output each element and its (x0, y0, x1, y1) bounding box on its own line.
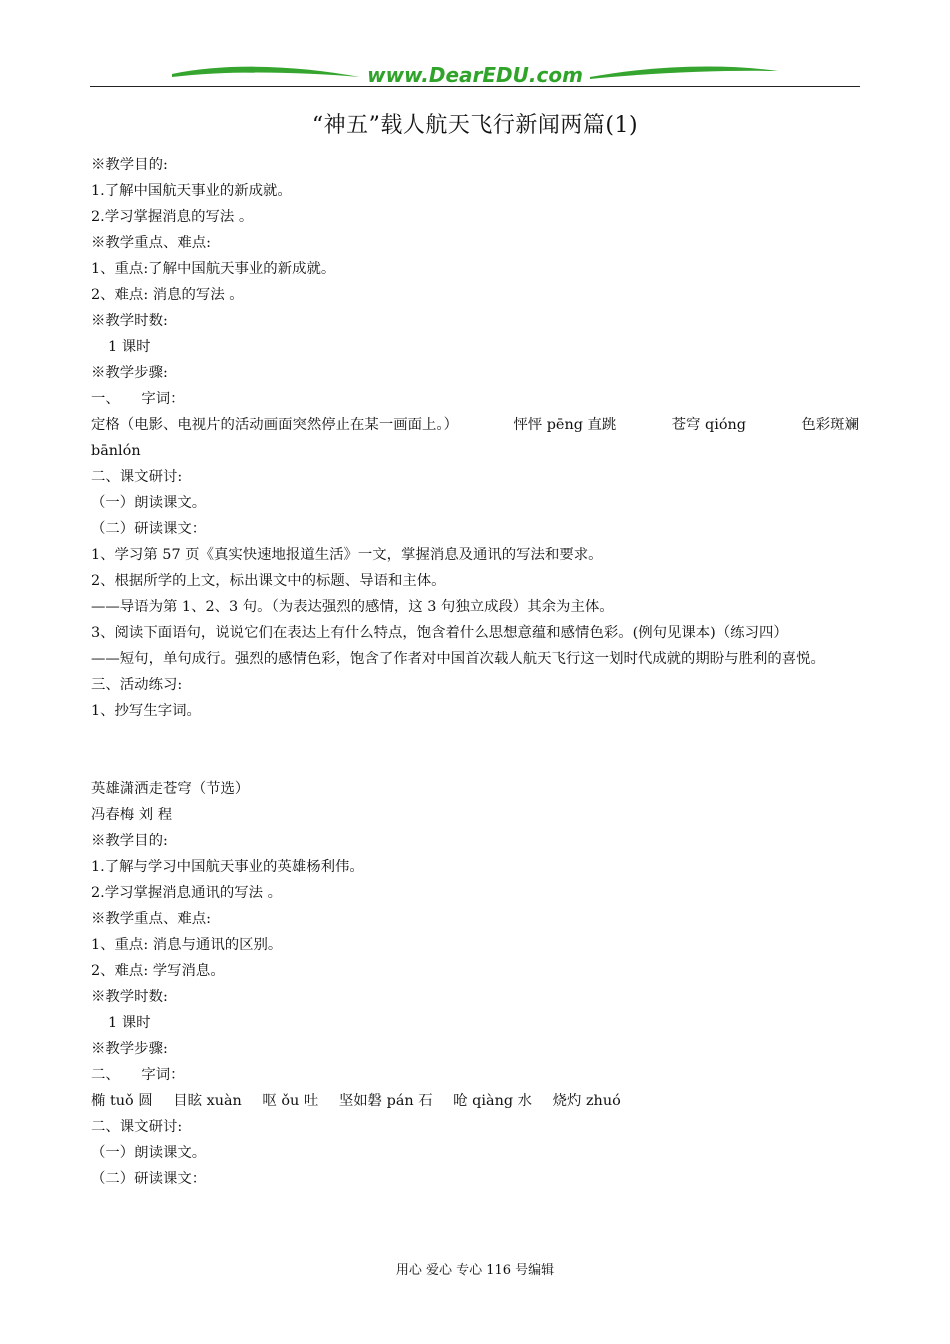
vocab-item: 椭 tuǒ 圆 (91, 1093, 153, 1109)
page-title: “神五”载人航天飞行新闻两篇(1) (311, 113, 639, 138)
steps-heading: ※教学步骤: (91, 1041, 168, 1057)
vocab-pinyin: bānlón (91, 443, 141, 459)
paragraph: 1、学习第 57 页《真实快速地报道生活》一文，掌握消息及通讯的写法和要求。 (91, 547, 603, 563)
vocab-item: 目眩 xuàn (173, 1093, 242, 1109)
logo-swoosh-right (590, 66, 778, 79)
time-value: 1 课时 (108, 1015, 151, 1031)
article-authors: 冯春梅 刘 程 (91, 807, 173, 823)
vocab-item: 定格（电影、电视片的活动画面突然停止在某一画面上。） (91, 417, 458, 433)
key-item: 1、重点: 消息与通讯的区别。 (91, 937, 283, 953)
logo-text: www.DearEDU.com (367, 63, 583, 87)
vocab-row (91, 1088, 859, 1114)
page-footer: 用心 爱心 专心 116 号编辑 (395, 1263, 555, 1278)
goal-heading: ※教学目的: (91, 157, 168, 173)
key-item: 2、难点: 消息的写法 。 (91, 287, 244, 303)
time-heading: ※教学时数: (91, 313, 168, 329)
header-rule (90, 86, 860, 87)
steps-heading: ※教学步骤: (91, 365, 168, 381)
section-study-heading: 二、课文研讨: (91, 469, 183, 485)
key-item: 1、重点:了解中国航天事业的新成就。 (91, 261, 336, 277)
section-study-heading: 二、课文研讨: (91, 1119, 183, 1135)
goal-heading: ※教学目的: (91, 833, 168, 849)
vocab-item: 呕 ǒu 吐 (262, 1093, 319, 1109)
spacer (91, 724, 859, 776)
document-body (91, 152, 859, 1192)
vocab-item: 苍穹 qióng (671, 417, 746, 433)
section-vocab-heading: 一、 字词： (91, 391, 185, 407)
paragraph: 2、根据所学的上文，标出课文中的标题、导语和主体。 (91, 573, 446, 589)
section-vocab-heading: 二、 字词： (91, 1067, 185, 1083)
study-item: （二）研读课文： (91, 1171, 207, 1187)
goal-item: 1.了解中国航天事业的新成就。 (91, 183, 292, 199)
study-item: （一）朗读课文。 (91, 495, 207, 511)
article-title: 英雄潇洒走苍穹（节选） (91, 781, 250, 797)
study-item: （一）朗读课文。 (91, 1145, 207, 1161)
vocab-item: 烧灼 zhuó (552, 1093, 621, 1109)
vocab-item: 呛 qiàng 水 (453, 1093, 533, 1109)
goal-item: 2.学习掌握消息的写法 。 (91, 209, 254, 225)
paragraph: 1、抄写生字词。 (91, 703, 201, 719)
key-heading: ※教学重点、难点: (91, 911, 211, 927)
vocab-item: 怦怦 pēng 直跳 (513, 417, 617, 433)
key-item: 2、难点: 学写消息。 (91, 963, 225, 979)
time-value: 1 课时 (108, 339, 151, 355)
study-item: （二）研读课文： (91, 521, 207, 537)
paragraph: ——导语为第 1、2、3 句。（为表达强烈的感情，这 3 句独立成段）其余为主体。 (91, 599, 614, 615)
paragraph: ——短句，单句成行。强烈的感情色彩，饱含了作者对中国首次载人航天飞行这一划时代成就的期盼与胜利的喜悦。 (91, 651, 825, 667)
vocab-item: 坚如磐 pán 石 (338, 1093, 433, 1109)
time-heading: ※教学时数: (91, 989, 168, 1005)
section-practice-heading: 三、活动练习: (91, 677, 183, 693)
goal-item: 2.学习掌握消息通讯的写法 。 (91, 885, 282, 901)
goal-item: 1.了解与学习中国航天事业的英雄杨利伟。 (91, 859, 364, 875)
vocab-item: 色彩斑斓 (801, 417, 859, 433)
vocab-row (91, 412, 859, 438)
site-logo (170, 62, 780, 88)
logo-swoosh-left (172, 67, 360, 77)
key-heading: ※教学重点、难点: (91, 235, 211, 251)
paragraph: 3、阅读下面语句，说说它们在表达上有什么特点，饱含着什么思想意蕴和感情色彩。(例句见课本)（练习四） (91, 625, 788, 641)
